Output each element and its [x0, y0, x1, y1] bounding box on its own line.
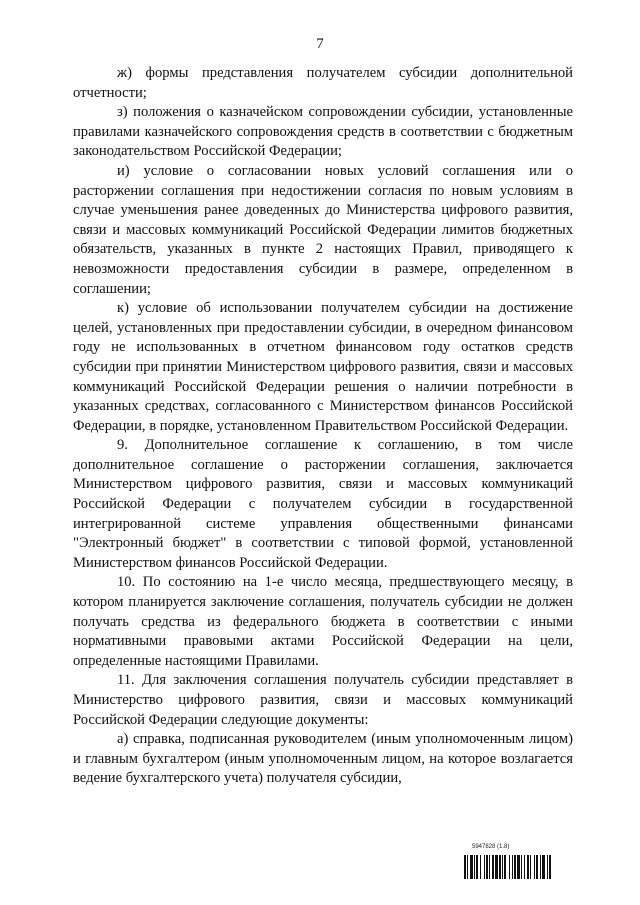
paragraph-10: 10. По состоянию на 1-е число месяца, предшествующего месяцу, в котором планируется заключение соглашения, получатель субсидии не должен получать средства из федерального бюджета в соответствии с иными нормативными правовыми актами Российской Федерации на цели, определенные настоящими Правилами. [73, 574, 573, 669]
barcode-image [464, 855, 582, 879]
page-number: 7 [316, 36, 324, 52]
barcode-block [464, 844, 582, 879]
paragraph-a: а) справка, подписанная руководителем (иным уполномоченным лицом) и главным бухгалтером (иным уполномоченным лицом, на которое возлагается ведение бухгалтерского учета) получателя субсидии, [73, 731, 573, 787]
paragraph-z: з) положения о казначейском сопровождении субсидии, установленные правилами казначейского сопровождения средств в соответствии с бюджетным законодательством Российской Федерации; [73, 104, 573, 160]
barcode-caption: 5947828 (1.8) [472, 844, 510, 850]
paragraph-9: 9. Дополнительное соглашение к соглашению, в том числе дополнительное соглашение о расторжении соглашения, заключается Министерством цифрового развития, связи и массовых коммуникаций Российской Федерации с получателем субсидии в государственной интегрированной системе управления общественными финансами "Электронный бюджет" в соответствии с типовой формой, установленной Министерством финансов Российской Федерации. [73, 437, 573, 571]
paragraph-k: к) условие об использовании получателем субсидии на достижение целей, установленных при предоставлении субсидии, в очередном финансовом году не использованных в отчетном финансовом году остатков средств субсидии при принятии Министерством цифрового развития, связи и массовых коммуникаций Российской Федерации решения о наличии потребности в указанных средствах, согласованного с Министерством финансов Российской Федерации, в порядке, установленном Правительством Российской Федерации. [73, 300, 573, 434]
document-body [73, 64, 573, 789]
paragraph-11: 11. Для заключения соглашения получатель субсидии представляет в Министерство цифрового развития, связи и массовых коммуникаций Российской Федерации следующие документы: [73, 672, 573, 728]
paragraph-zh: ж) формы представления получателем субсидии дополнительной отчетности; [73, 65, 573, 101]
paragraph-i: и) условие о согласовании новых условий соглашения или о расторжении соглашения при недостижении согласия по новым условиям в случае уменьшения ранее доведенных до Министерства цифрового развития, связи и массовых коммуникаций Российской Федерации лимитов бюджетных обязательств, указанных в пункте 2 настоящих Правил, приводящего к невозможности предоставления субсидии в размере, определенном в соглашении; [73, 162, 573, 297]
